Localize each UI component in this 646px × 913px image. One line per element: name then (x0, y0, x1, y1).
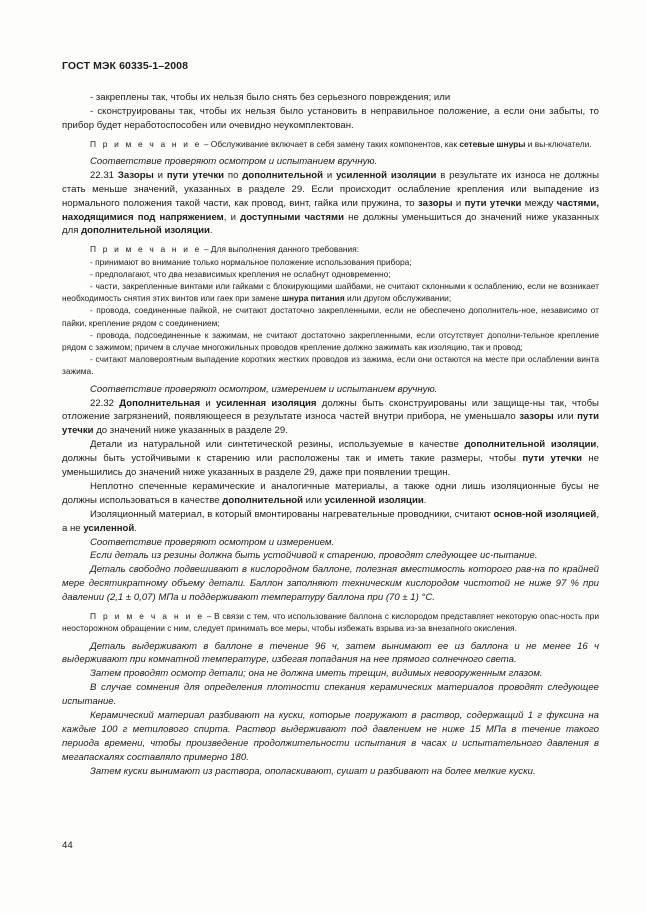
text-run: Соответствие проверяют осмотром и измерением. (90, 536, 335, 548)
text-run: - предполагают, что два независимых крепления не ослабнут одновременно; (90, 268, 391, 279)
body-paragraph (62, 563, 599, 605)
note-paragraph (62, 138, 599, 150)
text-run: и (323, 169, 337, 181)
defined-term: дополнительной (242, 169, 324, 181)
body-paragraph (62, 105, 599, 133)
text-run: – Для выполнения данного требования: (201, 244, 360, 255)
text-run: Затем куски вынимают из раствора, ополаскивают, сушат и разбивают на более мелкие куски. (90, 765, 536, 777)
page-header-title: ГОСТ МЭК 60335-1–2008 (62, 60, 189, 72)
body-paragraph (62, 765, 599, 779)
body-paragraph (62, 397, 599, 439)
defined-term: усиленной (83, 522, 135, 534)
defined-term: пути утечки (522, 453, 583, 465)
text-run: Соответствие проверяют осмотром, измерением и испытанием вручную. (90, 383, 438, 395)
body-paragraph (62, 709, 599, 765)
defined-term: усиленной изоляции (324, 494, 424, 506)
defined-term: пути утечки (166, 169, 225, 181)
text-run: и вы-ключатели. (525, 138, 592, 149)
text-run: или (553, 411, 578, 423)
note-paragraph (62, 243, 599, 255)
text-run: Изоляционный материал, в который вмонтированы нагревательные проводники, считают (90, 508, 494, 520)
defined-term: усиленная изоляция (215, 397, 317, 409)
text-run: - провода, соединенные пайкой, не считают достаточно закрепленными, если не обеспечено дополнитель-ное, независимо от пайки, крепление рядом с соединением; (62, 305, 599, 328)
note-label: П р и м е ч а н и е (90, 611, 205, 622)
text-run: , и (223, 211, 241, 223)
defined-term: дополнительной изоляции (464, 439, 597, 451)
text-run: должны быть сконструированы или защище-ны так, чтобы отложение загрязнений, появляющееся в результате износа частей внутри прибора, не уменьшало (62, 397, 599, 423)
text-run: 22.31 (90, 169, 118, 181)
text-run: между (521, 197, 557, 209)
text-run: В случае сомнения для определения плотности спекания керамических материалов проводят следующее испытание. (62, 682, 599, 708)
text-run: не должны уменьшиться до значений ниже указанных для (62, 211, 599, 237)
text-run: в результате их износа не должны стать меньше значений, указанных в разделе 29. Если происходит ослабление крепления или выпадение из нормального положения такой части, как провод, винт, гайка или пружина, то (62, 169, 599, 209)
note-paragraph (62, 329, 599, 353)
body-paragraph (62, 508, 599, 536)
text-run: и (153, 169, 167, 181)
note-paragraph (62, 610, 599, 634)
body-paragraph (62, 549, 599, 563)
body-paragraph (62, 480, 599, 508)
document-body (62, 91, 599, 779)
note-paragraph (62, 280, 599, 304)
body-paragraph (62, 383, 599, 397)
note-label: П р и м е ч а н и е (90, 138, 202, 149)
text-run: . (423, 494, 427, 506)
defined-term: дополнительной (222, 494, 304, 506)
text-run: Детали из натуральной или синтетической резины, используемые в качестве (90, 439, 465, 451)
text-run: - принимают во внимание только нормальное положение использования прибора; (90, 256, 412, 267)
text-run: и (452, 197, 465, 209)
note-paragraph (62, 304, 599, 328)
defined-term: усиленной изоляции (336, 169, 437, 181)
body-paragraph (62, 640, 599, 668)
text-run: по (224, 169, 243, 181)
text-run: – В связи с тем, что использование баллона с кислородом представляет некоторую опас-ность при неосторожном обращении с ним, следует принимать все меры, чтобы избежать взрыва из-за внезапного окисления. (62, 611, 600, 634)
text-run: , а не (62, 508, 599, 534)
text-run: и (200, 397, 216, 409)
text-run: или (303, 494, 325, 506)
defined-term: пути утечки (464, 197, 522, 209)
text-run: – Обслуживание включает в себя замену таких компонентов, как (201, 138, 460, 149)
body-paragraph (62, 536, 599, 550)
text-run: Неплотно спеченные керамические и аналогичные материалы, а также одни лишь изоляционные бусы не должны использоваться в качестве (62, 480, 599, 506)
text-run: , должны быть устойчивыми к старению или расположены так и иметь такие размеры, чтобы (62, 439, 599, 465)
text-run: Деталь свободно подвешивают в кислородном баллоне, полезная вместимость которого рав-на по крайней мере десятикратному объему детали. Баллон заполняют техническим кислородом чистотой не ниже 97 % при давлении (2,1 ± 0,07) МПа и поддерживают температуру баллона при (70 ± 1) °С. (62, 564, 599, 604)
text-run: - части, закрепленные винтами или гайками с блокирующими шайбами, не считают склонными к ослаблению, если не возникает необходимость снятия этих винтов или гаек при замене (62, 280, 599, 304)
defined-term: зазоры (417, 197, 453, 209)
text-run: Соответствие проверяют осмотром и испытанием вручную. (90, 155, 378, 167)
text-run: не уменьшились до значений ниже указанных в разделе 29, даже при появлении трещин. (62, 453, 599, 479)
text-run: Если деталь из резины должна быть устойчивой к старению, проводят следующее ис-пытание. (90, 550, 538, 562)
body-paragraph (62, 667, 599, 681)
text-run: . (134, 522, 137, 534)
text-run: или другом обслуживании; (344, 293, 452, 304)
page-number: 44 (62, 840, 73, 851)
note-label: П р и м е ч а н и е (90, 244, 202, 255)
defined-term: сетевые шнуры (459, 138, 526, 149)
text-run: 22.32 (90, 397, 120, 409)
defined-term: дополнительной изоляции (81, 225, 210, 237)
text-run: Деталь выдерживают в баллоне в течение 96 ч, затем вынимают ее из баллона и не менее 16 ч выдерживают при комнатной температуре, избегая попадания на нее прямого солнечного света. (62, 640, 599, 666)
text-run: до значений ниже указанных в разделе 29. (93, 425, 288, 437)
text-run: - считают маловероятным выпадение коротких жестких проводов из зажима, если они остаются на месте при ослаблении винта зажима. (62, 354, 599, 377)
body-paragraph (62, 438, 599, 480)
defined-term: доступными частями (240, 211, 345, 223)
body-paragraph (62, 681, 599, 709)
body-paragraph (62, 155, 599, 169)
text-run: . (209, 225, 213, 237)
defined-term: Дополнительная (119, 397, 201, 409)
text-run: - провода, подсоединенные к зажимам, не считают достаточно закрепленными, если отсутствует дополни-тельное крепление рядом с зажимом; причем в случае многожильных проводов крепление должно зажимать как изоляцию, так и провод; (62, 329, 599, 352)
text-run: Затем проводят осмотр детали; она не должна иметь трещин, видимых невооруженным глазом. (90, 668, 543, 680)
note-paragraph (62, 353, 599, 377)
text-run: - закреплены так, чтобы их нельзя было снять без серьезного повреждения; или (90, 92, 451, 103)
defined-term: частями, находящимися под напряжением (62, 197, 599, 223)
text-run: - сконструированы так, чтобы их нельзя было установить в неправильное положение, а если они забыты, то прибор будет неработоспособен или очевидно неукомплектован. (62, 105, 599, 131)
defined-term: шнура питания (281, 293, 345, 304)
defined-term: основ-ной изоляцией (493, 508, 597, 520)
text-run: Керамический материал разбивают на куски, которые погружают в раствор, содержащий 1 г фуксина на каждые 100 г метилового спирта. Раствор выдерживают под давлением не ниже 15 МПа в течение такого периода времени, чтобы произведение продолжительности испытания в часах и испытательного давления в мегапаскалях составляло примерно 180. (62, 710, 599, 763)
defined-term: Зазоры (117, 169, 154, 181)
note-paragraph (62, 268, 599, 280)
body-paragraph (62, 169, 599, 239)
defined-term: пути утечки (62, 411, 599, 437)
body-paragraph (62, 91, 599, 105)
defined-term: зазоры (519, 411, 554, 423)
note-paragraph (62, 256, 599, 268)
